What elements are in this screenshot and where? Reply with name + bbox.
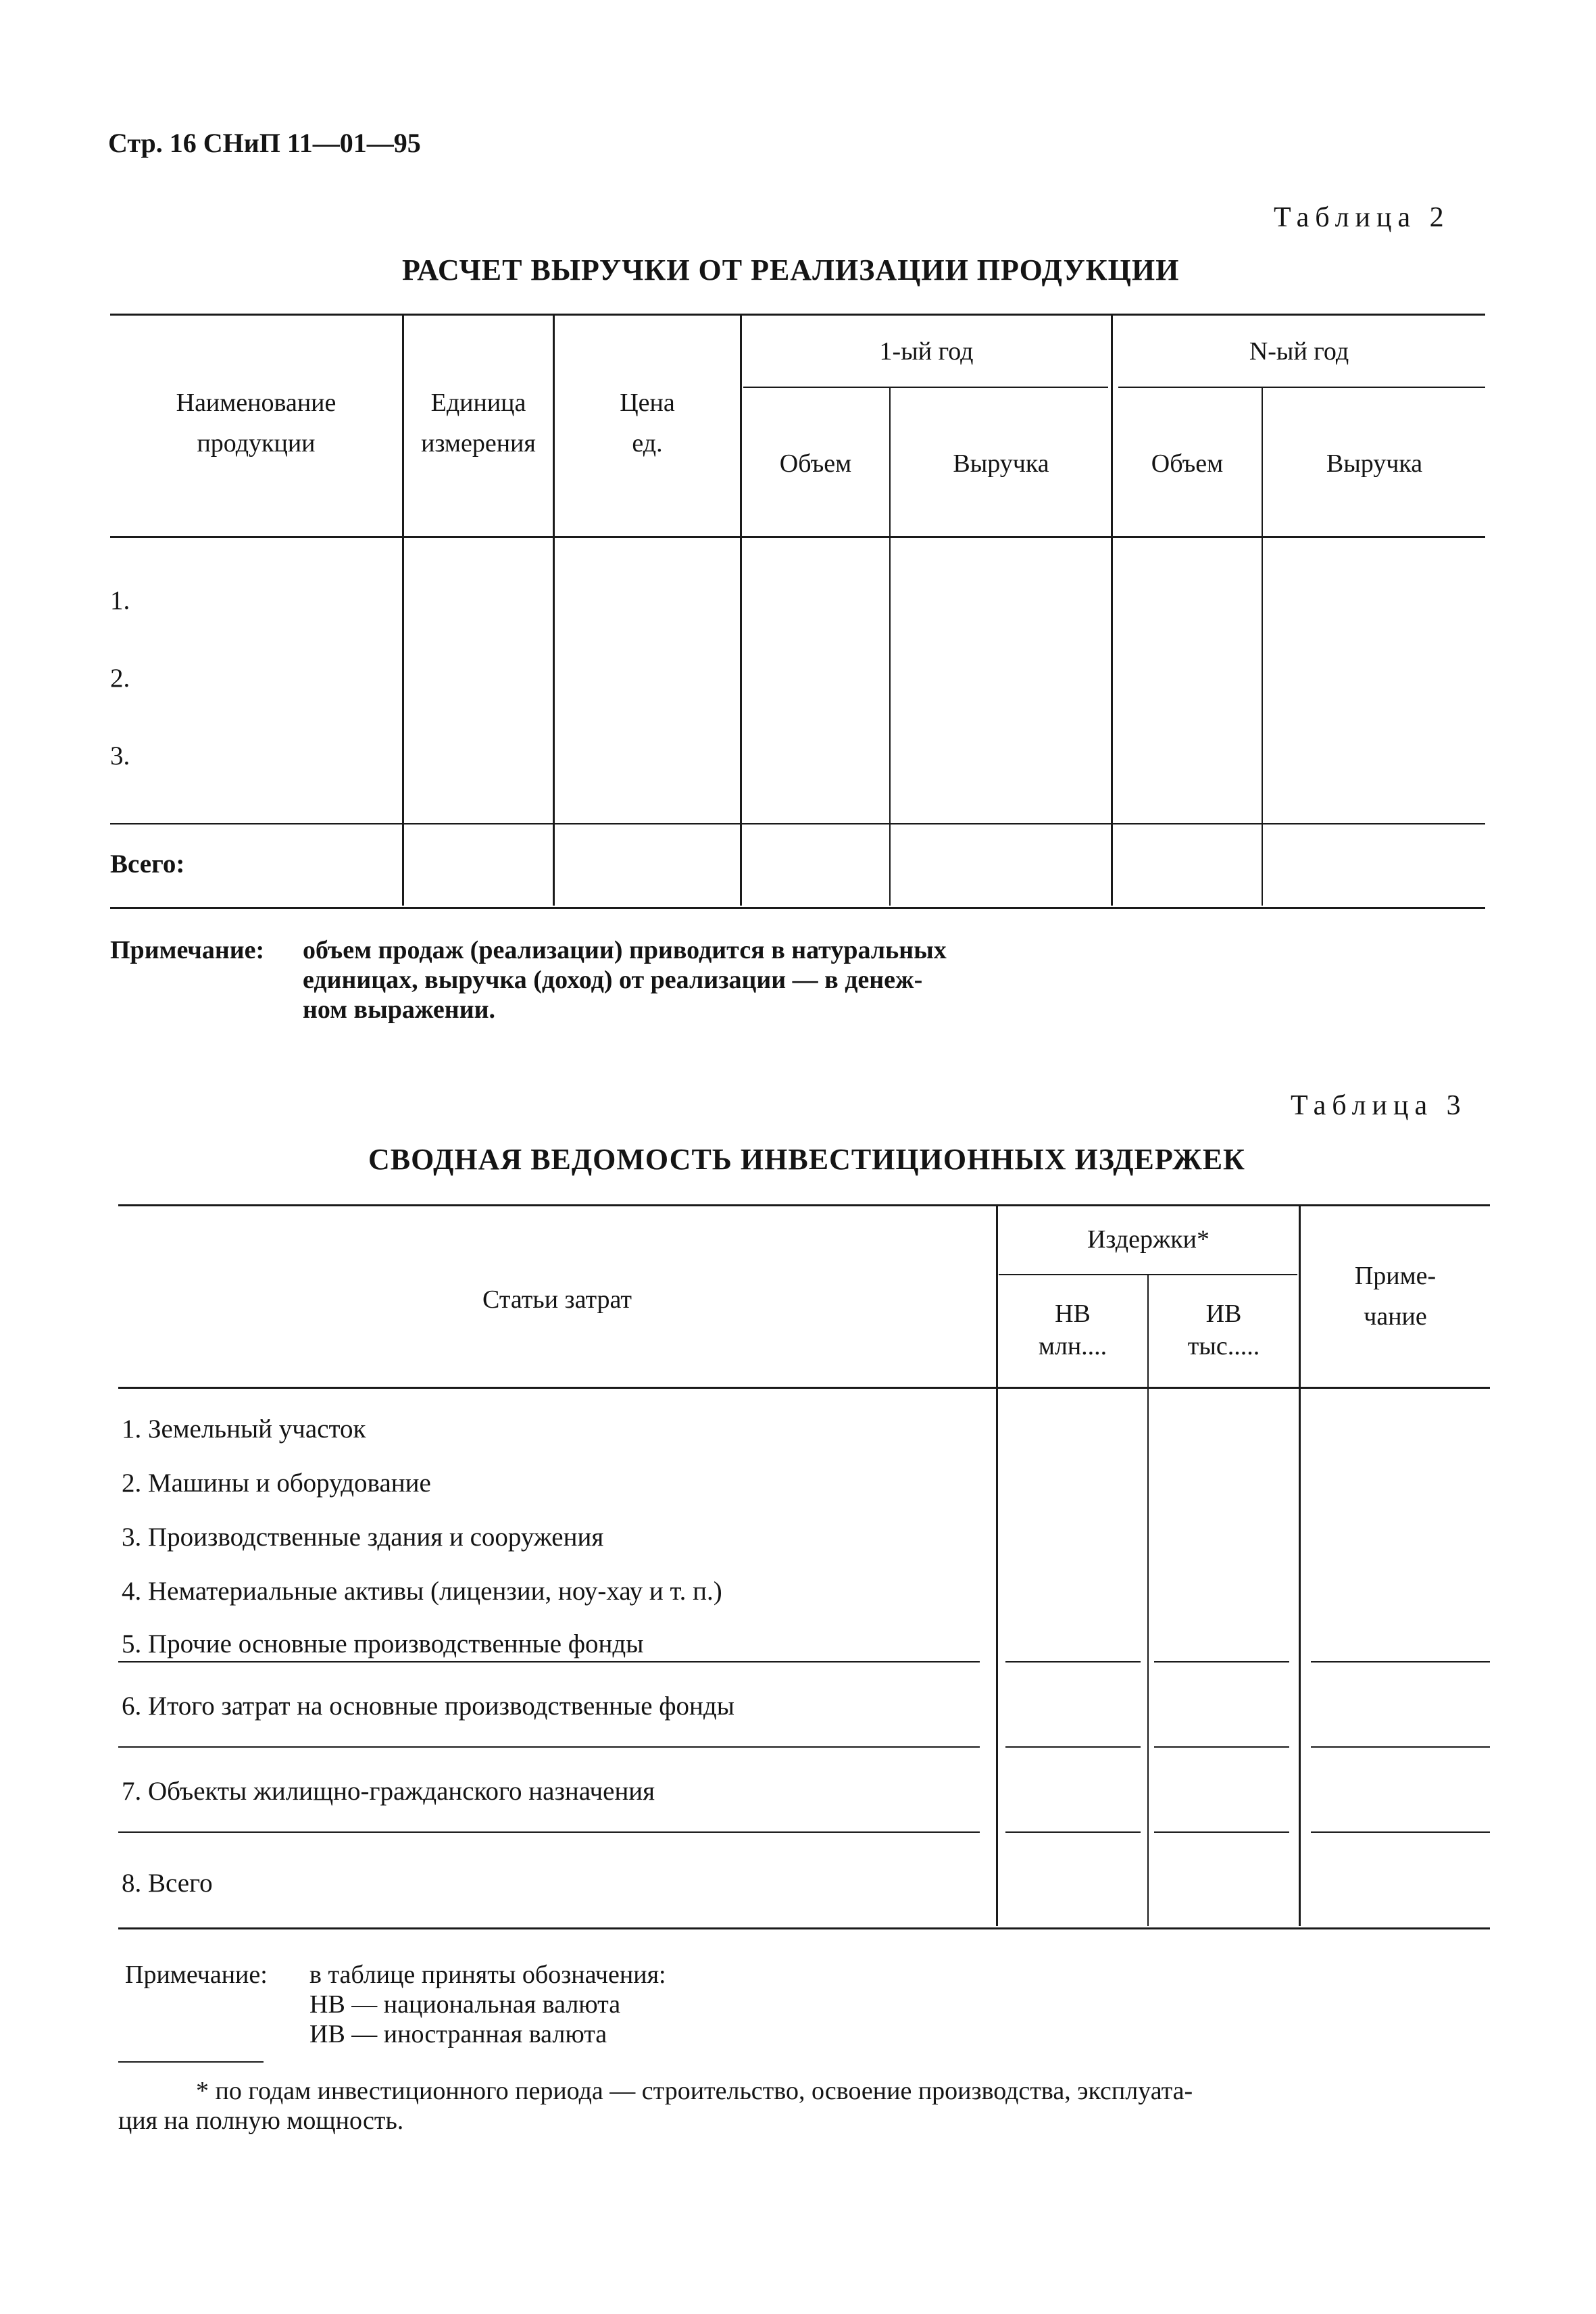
table2-bottom-rule	[110, 907, 1485, 909]
table3-row-label: 8. Всего	[122, 1869, 213, 1898]
table3-row-rule	[1005, 1661, 1141, 1663]
table3-row-rule	[1311, 1746, 1490, 1748]
table3-label: Таблица 3	[1291, 1090, 1467, 1121]
table2-header-volume: Объем	[1151, 449, 1224, 478]
table3-row-rule	[118, 1746, 980, 1748]
table2-header-revenue: Выручка	[1326, 449, 1423, 478]
table2-row-label: 2.	[110, 664, 130, 693]
table3-row-label: 2. Машины и оборудование	[122, 1469, 431, 1498]
table3-title: СВОДНАЯ ВЕДОМОСТЬ ИНВЕСТИЦИОННЫХ ИЗДЕРЖЕК	[368, 1143, 1245, 1176]
table3-row-rule	[1154, 1746, 1289, 1748]
table2-col-divider	[889, 388, 891, 906]
table3-header-items: Статьи затрат	[482, 1285, 632, 1314]
page-header: Стр. 16 СНиП 11—01—95	[108, 128, 421, 158]
table3-header-note: Приме- чание	[1354, 1262, 1437, 1331]
table3-col-divider	[1147, 1275, 1149, 1926]
table2-header-revenue: Выручка	[953, 449, 1049, 478]
table3-row-label: 5. Прочие основные производственные фонды	[122, 1629, 644, 1658]
table2-header-unit: Единица измерения	[421, 389, 536, 458]
table3-top-rule	[118, 1204, 1490, 1206]
table3-row-label: 1. Земельный участок	[122, 1414, 366, 1444]
table2-col-divider	[740, 315, 742, 906]
table3-row-label: 7. Объекты жилищно-гражданского назначения	[122, 1777, 655, 1806]
table3-bottom-rule	[118, 1927, 1490, 1929]
table3-row-rule	[1311, 1831, 1490, 1833]
footnote: * по годам инвестиционного периода — строительство, освоение производства, эксплуата- ция на полную мощность.	[118, 2077, 1193, 2135]
table2-header-year1: 1-ый год	[879, 337, 974, 366]
table3-row-rule	[1154, 1831, 1289, 1833]
table3-row-label: 4. Нематериальные активы (лицензии, ноу-хау и т. п.)	[122, 1577, 722, 1606]
table3-header-costs: Издержки*	[1087, 1225, 1210, 1254]
table2-header-yearN: N-ый год	[1249, 337, 1349, 366]
table3-row-rule	[118, 1661, 980, 1663]
table2-header-rule	[110, 536, 1485, 538]
table3-row-label: 6. Итого затрат на основные производственные фонды	[122, 1692, 734, 1721]
table2-total-rule	[110, 823, 1485, 824]
table2-label: Таблица 2	[1274, 202, 1450, 233]
table3-header-rule	[118, 1387, 1490, 1389]
table2-col-divider	[1262, 388, 1263, 906]
table3-note-label: Примечание:	[125, 1961, 268, 1989]
table2-header-price: Цена ед.	[620, 389, 675, 458]
table2-row-label: 3.	[110, 741, 130, 770]
table2-yearN-rule	[1118, 387, 1485, 388]
table2-note-text: объем продаж (реализации) приводится в натуральных единицах, выручка (доход) от реализации — в денеж- ном выражении.	[303, 936, 947, 1024]
table3-header-iv: ИВ тыс.....	[1187, 1300, 1260, 1360]
table3-note-text: в таблице приняты обозначения: НВ — национальная валюта ИВ — иностранная валюта	[309, 1961, 666, 2048]
table2-header-name: Наименование продукции	[176, 389, 336, 458]
table2-header-volume: Объем	[779, 449, 852, 478]
table3-row-rule	[1154, 1661, 1289, 1663]
table3-row-rule	[118, 1831, 980, 1833]
table2-col-divider	[1111, 315, 1113, 906]
table3-row-label: 3. Производственные здания и сооружения	[122, 1523, 604, 1552]
footnote-rule	[118, 2061, 264, 2063]
table3-row-rule	[1005, 1746, 1141, 1748]
table3-header-nv: НВ млн....	[1038, 1300, 1107, 1360]
table3-row-rule	[1005, 1831, 1141, 1833]
table2-row-label: 1.	[110, 586, 130, 615]
table2-total-label: Всего:	[110, 850, 185, 879]
table2-title: РАСЧЕТ ВЫРУЧКИ ОТ РЕАЛИЗАЦИИ ПРОДУКЦИИ	[402, 253, 1180, 287]
table2-note-label: Примечание:	[110, 936, 265, 964]
table2-year1-rule	[743, 387, 1108, 388]
table3-row-rule	[1311, 1661, 1490, 1663]
table2-top-rule	[110, 314, 1485, 316]
